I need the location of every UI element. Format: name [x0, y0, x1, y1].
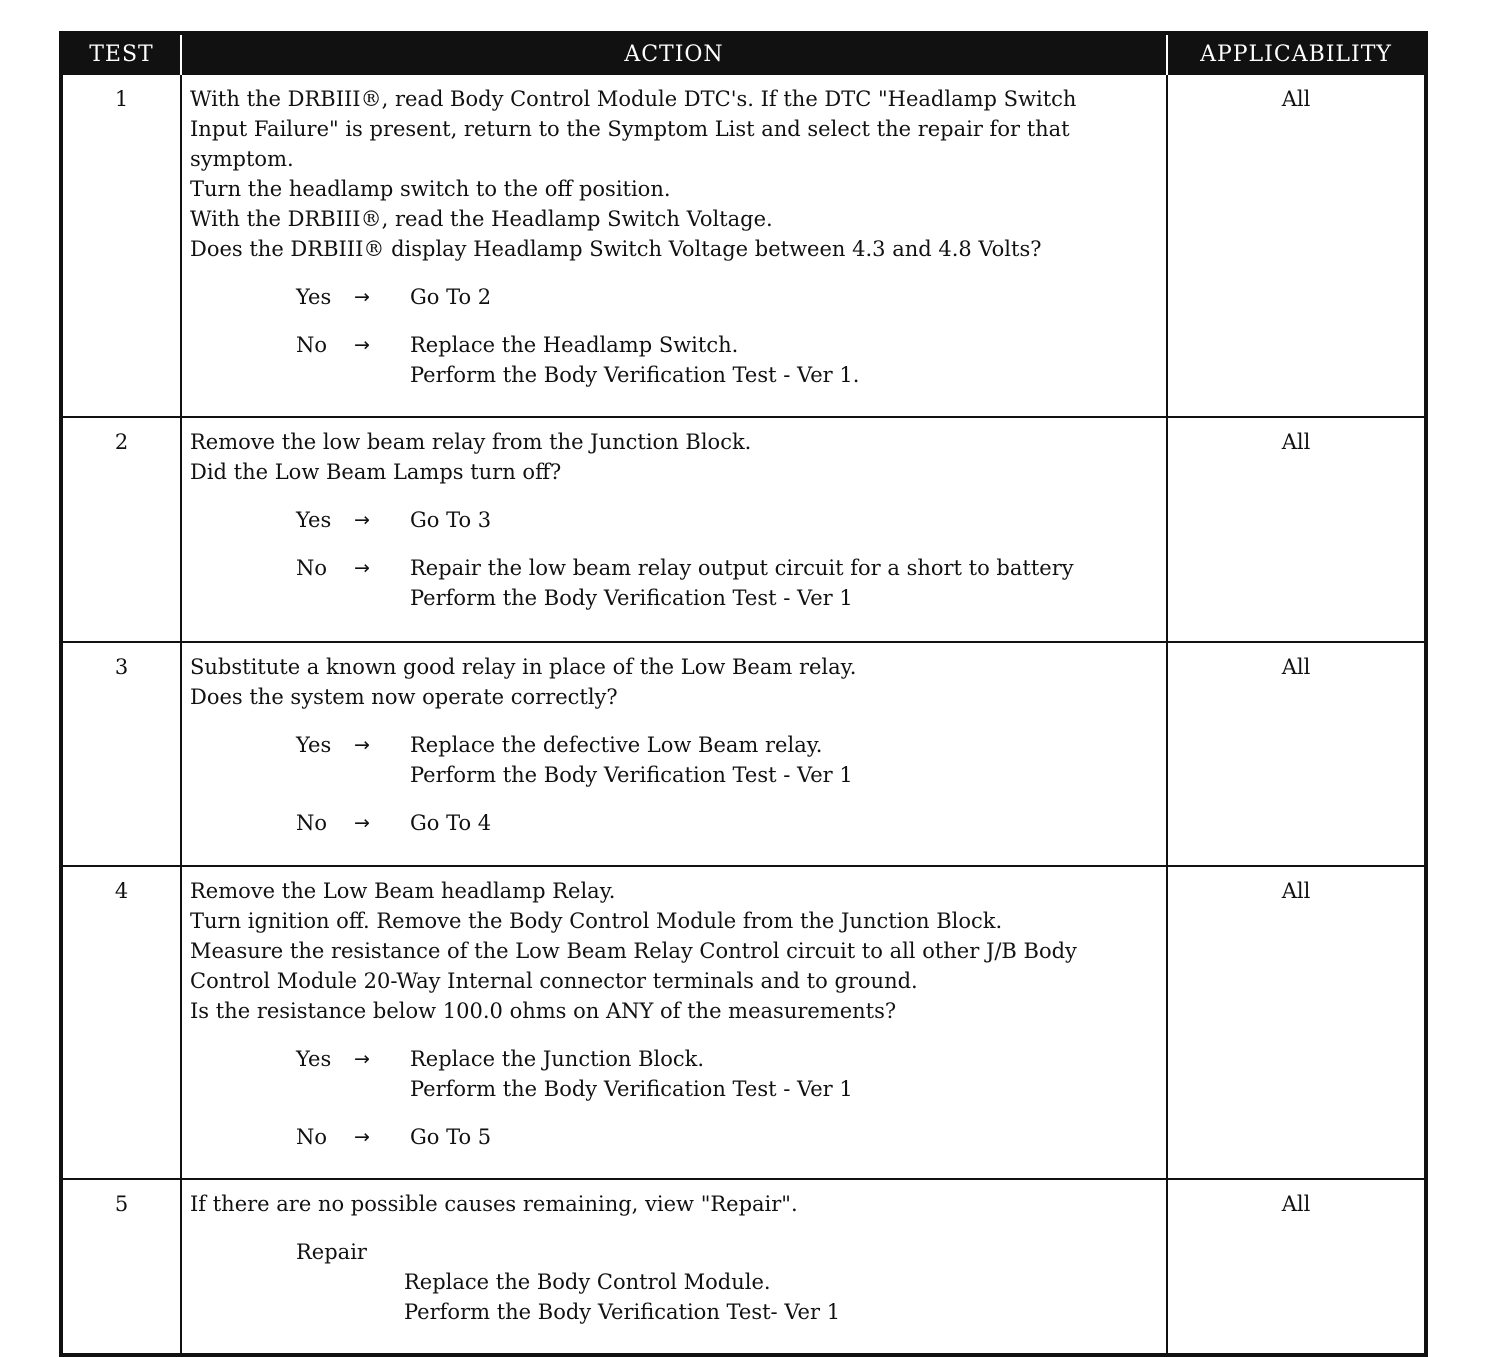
outcome-line: Replace the Junction Block. [410, 1047, 705, 1071]
repair-line: Replace the Body Control Module. [404, 1270, 771, 1294]
test-number: 4 [61, 866, 181, 1179]
outcomes [190, 730, 1160, 838]
table-row [61, 866, 1426, 1179]
repair-line: Perform the Body Verification Test- Ver 1 [404, 1300, 841, 1324]
outcome-yes [296, 505, 1160, 535]
step-line: Does the DRBIII® display Headlamp Switch Voltage between 4.3 and 4.8 Volts? [190, 237, 1042, 261]
action-steps [190, 652, 1160, 712]
right-arrow-icon: → [354, 286, 370, 308]
header-applicability: APPLICABILITY [1167, 33, 1426, 74]
outcome-text [410, 730, 1160, 790]
step-line: Does the system now operate correctly? [190, 685, 618, 709]
step-line: Turn ignition off. Remove the Body Control Module from the Junction Block. [190, 909, 1003, 933]
action-steps [190, 876, 1160, 1026]
outcome-line: Go To 2 [410, 285, 492, 309]
outcome-line: Perform the Body Verification Test - Ver 1 [410, 1077, 853, 1101]
step-line: Input Failure" is present, return to the Symptom List and select the repair for that [190, 117, 1070, 141]
right-arrow-icon: → [354, 334, 370, 356]
header-row [61, 33, 1426, 74]
outcome-yes [296, 282, 1160, 312]
outcome-text [410, 330, 1160, 390]
action-cell [181, 74, 1167, 417]
outcome-text [410, 1044, 1160, 1104]
table-row [61, 417, 1426, 642]
test-number: 5 [61, 1179, 181, 1355]
outcome-line: Replace the Headlamp Switch. [410, 333, 739, 357]
action-cell [181, 642, 1167, 866]
right-arrow-icon: → [354, 1048, 370, 1070]
step-line: Did the Low Beam Lamps turn off? [190, 460, 562, 484]
action-steps [190, 427, 1160, 487]
header-action: ACTION [181, 33, 1167, 74]
applicability-value: All [1167, 1179, 1426, 1355]
outcome-line: Perform the Body Verification Test - Ver 1 [410, 586, 853, 610]
outcome-label: Yes [296, 285, 332, 309]
step-line: Measure the resistance of the Low Beam Relay Control circuit to all other J/B Body [190, 939, 1077, 963]
action-steps [190, 84, 1160, 264]
test-number: 1 [61, 74, 181, 417]
outcome-text [410, 505, 1160, 535]
outcome-line: Go To 3 [410, 508, 492, 532]
outcome-no [296, 808, 1160, 838]
outcomes [190, 282, 1160, 390]
step-line: Substitute a known good relay in place of the Low Beam relay. [190, 655, 857, 679]
applicability-value: All [1167, 866, 1426, 1179]
outcome-label: Yes [296, 733, 332, 757]
right-arrow-icon: → [354, 812, 370, 834]
table-row [61, 642, 1426, 866]
outcome-label: No [296, 556, 328, 580]
action-cell [181, 1179, 1167, 1355]
right-arrow-icon: → [354, 1126, 370, 1148]
outcome-text [410, 553, 1160, 613]
header-test: TEST [61, 33, 181, 74]
repair-label: Repair [296, 1240, 367, 1264]
step-line: Control Module 20-Way Internal connector terminals and to ground. [190, 969, 918, 993]
outcome-label: No [296, 333, 328, 357]
outcome-label: Yes [296, 508, 332, 532]
step-line: symptom. [190, 147, 294, 171]
outcome-line: Perform the Body Verification Test - Ver 1. [410, 363, 860, 387]
step-line: If there are no possible causes remaining, view "Repair". [190, 1192, 798, 1216]
outcomes [190, 505, 1160, 613]
step-line: Is the resistance below 100.0 ohms on ANY of the measurements? [190, 999, 897, 1023]
applicability-value: All [1167, 74, 1426, 417]
outcome-line: Go To 5 [410, 1125, 492, 1149]
outcome-line: Replace the defective Low Beam relay. [410, 733, 823, 757]
step-line: With the DRBIII®, read the Headlamp Switch Voltage. [190, 207, 773, 231]
outcome-no [296, 1122, 1160, 1152]
table-header [61, 33, 1426, 74]
action-cell [181, 866, 1167, 1179]
diagnostic-page [59, 31, 1424, 1357]
outcome-line: Perform the Body Verification Test - Ver 1 [410, 763, 853, 787]
table-row [61, 74, 1426, 417]
step-line: Turn the headlamp switch to the off position. [190, 177, 671, 201]
outcome-label: Yes [296, 1047, 332, 1071]
right-arrow-icon: → [354, 509, 370, 531]
outcome-no [296, 553, 1160, 613]
outcome-text [410, 808, 1160, 838]
outcome-label: No [296, 811, 328, 835]
right-arrow-icon: → [354, 734, 370, 756]
outcome-label: No [296, 1125, 328, 1149]
repair-block [296, 1237, 1160, 1327]
step-line: Remove the low beam relay from the Junction Block. [190, 430, 752, 454]
action-cell [181, 417, 1167, 642]
outcomes [190, 1044, 1160, 1152]
outcome-text [410, 1122, 1160, 1152]
step-line: With the DRBIII®, read Body Control Module DTC's. If the DTC "Headlamp Switch [190, 87, 1077, 111]
right-arrow-icon: → [354, 557, 370, 579]
applicability-value: All [1167, 642, 1426, 866]
diagnostic-test-table [59, 31, 1428, 1357]
table-row [61, 1179, 1426, 1355]
outcome-text [410, 282, 1160, 312]
test-number: 2 [61, 417, 181, 642]
outcome-line: Go To 4 [410, 811, 492, 835]
repair-lines [404, 1267, 1160, 1327]
step-line: Remove the Low Beam headlamp Relay. [190, 879, 616, 903]
action-steps [190, 1189, 1160, 1219]
outcome-line: Repair the low beam relay output circuit for a short to battery [410, 556, 1074, 580]
applicability-value: All [1167, 417, 1426, 642]
test-number: 3 [61, 642, 181, 866]
outcome-no [296, 330, 1160, 390]
outcome-yes [296, 730, 1160, 790]
table-body [61, 74, 1426, 1355]
outcome-yes [296, 1044, 1160, 1104]
